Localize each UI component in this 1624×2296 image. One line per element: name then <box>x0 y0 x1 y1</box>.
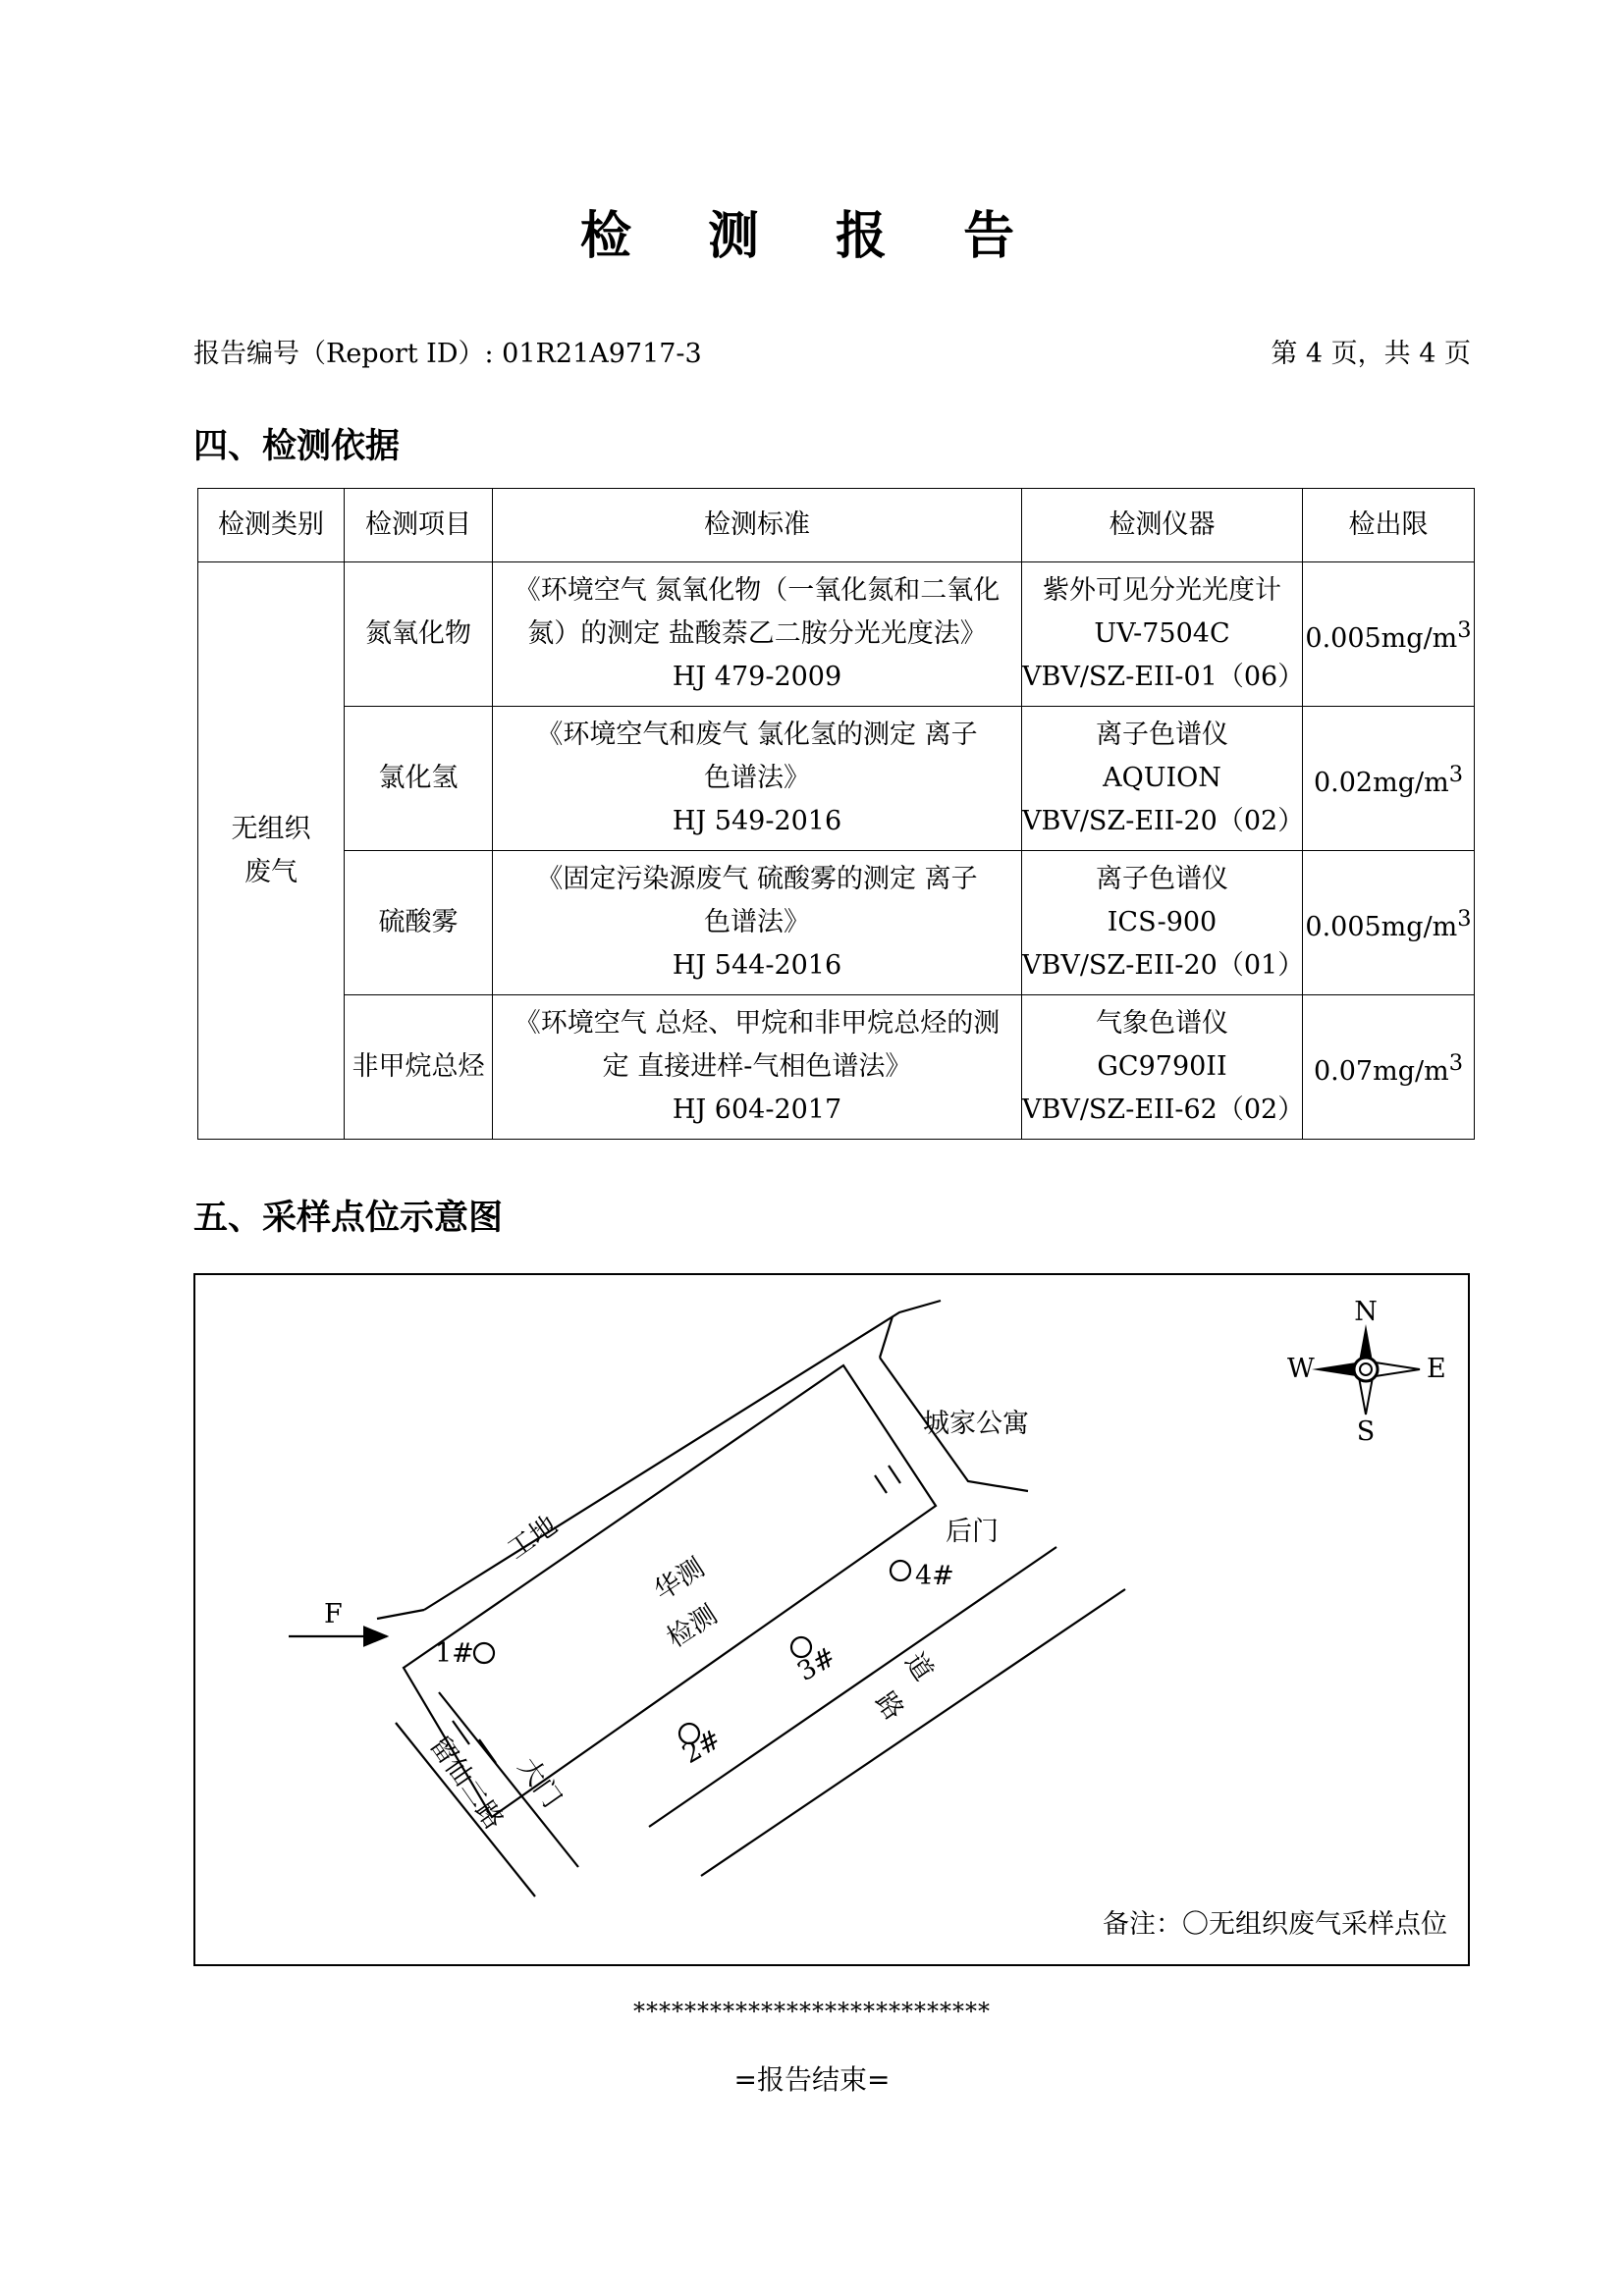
compass-icon <box>1287 1297 1446 1447</box>
page-number: 第 4 页，共 4 页 <box>1271 339 1471 369</box>
limit-cell <box>1303 851 1475 995</box>
standard-cell <box>493 707 1022 851</box>
compass-n: N <box>1354 1297 1378 1327</box>
separator-stars: **************************** <box>633 1998 991 2025</box>
standard-line: 色谱法》 <box>704 907 810 937</box>
table-row <box>198 995 1475 1140</box>
compass-w: W <box>1287 1354 1315 1384</box>
category-cell <box>198 562 345 1140</box>
standard-cell <box>493 851 1022 995</box>
item-cell: 非甲烷总烃 <box>345 995 493 1140</box>
instrument-line: UV-7504C <box>1094 618 1230 649</box>
site-label-line2: 检测 <box>661 1599 724 1654</box>
sampling-point-1 <box>474 1643 494 1663</box>
compass-e: E <box>1427 1354 1446 1384</box>
item-cell: 氮氧化物 <box>345 562 493 707</box>
column-header: 检测标准 <box>493 489 1022 562</box>
table-row <box>198 707 1475 851</box>
limit-value: 0.005mg/m <box>1305 622 1458 654</box>
instrument-line: VBV/SZ-EII-01（06） <box>1022 662 1305 692</box>
road-edge-left-outer <box>396 1723 535 1896</box>
standard-cell <box>493 562 1022 707</box>
instrument-line: VBV/SZ-EII-20（01） <box>1022 950 1305 981</box>
apartment-label: 城家公寓 <box>923 1409 1029 1439</box>
basis-table <box>197 488 1475 1140</box>
limit-unit-exponent: 3 <box>1457 616 1472 643</box>
standard-line: 定 直接进样-气相色谱法》 <box>602 1051 912 1082</box>
standard-line: 色谱法》 <box>704 763 810 793</box>
section-heading-basis: 四、检测依据 <box>193 427 401 466</box>
instrument-cell <box>1022 707 1303 851</box>
column-header: 检出限 <box>1303 489 1475 562</box>
standard-line: 氮）的测定 盐酸萘乙二胺分光光度法》 <box>527 618 987 649</box>
back-gate-mark <box>875 1475 887 1493</box>
construction-site-label: 工地 <box>502 1510 564 1566</box>
site-label-line1: 华测 <box>648 1552 711 1607</box>
instrument-line: VBV/SZ-EII-20（02） <box>1022 806 1305 836</box>
back-gate-mark-2 <box>889 1466 900 1483</box>
instrument-cell <box>1022 995 1303 1140</box>
road-label-2: 路 <box>869 1686 910 1727</box>
column-header: 检测类别 <box>198 489 345 562</box>
sampling-point-4 <box>891 1561 910 1580</box>
item-cell: 氯化氢 <box>345 707 493 851</box>
limit-unit-exponent: 3 <box>1457 905 1472 932</box>
section-heading-map: 五、采样点位示意图 <box>193 1199 504 1238</box>
instrument-line: 气象色谱仪 <box>1096 1008 1228 1039</box>
limit-unit-exponent: 3 <box>1448 1049 1464 1076</box>
standard-line: 《固定污染源废气 硫酸雾的测定 离子 <box>536 864 978 894</box>
standard-line: 《环境空气和废气 氯化氢的测定 离子 <box>536 720 978 750</box>
instrument-line: GC9790II <box>1097 1051 1227 1082</box>
standard-line: 《环境空气 氮氧化物（一氧化氮和二氧化 <box>514 575 1001 606</box>
item-cell: 硫酸雾 <box>345 851 493 995</box>
sampling-site-map <box>193 1273 1470 1966</box>
document-title: 检 测 报 告 <box>579 206 1045 266</box>
table-header-row <box>198 489 1475 562</box>
limit-value: 0.005mg/m <box>1305 911 1458 942</box>
road-edge-inner <box>649 1547 1056 1827</box>
standard-line: 《环境空气 总烃、甲烷和非甲烷总烃的测 <box>514 1008 1001 1039</box>
standard-line: HJ 549-2016 <box>672 806 842 836</box>
point-label-2: 2# <box>677 1724 727 1771</box>
table-row <box>198 562 1475 707</box>
instrument-cell <box>1022 562 1303 707</box>
road-label-1: 道 <box>898 1647 940 1687</box>
road-edge-construction-corner <box>377 1610 424 1619</box>
road-label-left: 留仙二路 <box>423 1731 510 1836</box>
instrument-line: ICS-900 <box>1107 907 1218 937</box>
instrument-line: 紫外可见分光光度计 <box>1043 575 1281 606</box>
column-header: 检测项目 <box>345 489 493 562</box>
limit-cell <box>1303 707 1475 851</box>
back-gate-label: 后门 <box>946 1517 999 1547</box>
point-label-1: 1# <box>435 1638 474 1669</box>
point-label-3: 3# <box>792 1641 841 1688</box>
standard-cell <box>493 995 1022 1140</box>
site-diagram <box>195 1275 1468 1964</box>
instrument-cell <box>1022 851 1303 995</box>
limit-unit-exponent: 3 <box>1448 761 1464 787</box>
standard-line: HJ 604-2017 <box>672 1095 842 1125</box>
front-gate-label: 大门 <box>512 1752 568 1814</box>
limit-cell <box>1303 562 1475 707</box>
limit-value: 0.07mg/m <box>1313 1055 1449 1087</box>
instrument-line: AQUION <box>1103 763 1221 793</box>
instrument-line: 离子色谱仪 <box>1096 864 1228 894</box>
category-line: 废气 <box>244 856 298 887</box>
point-label-4: 4# <box>915 1561 954 1591</box>
road-edge-outer <box>701 1589 1125 1876</box>
table-row <box>198 851 1475 995</box>
wind-label: F <box>324 1599 343 1629</box>
instrument-line: 离子色谱仪 <box>1096 720 1228 750</box>
report-end: =报告结束= <box>733 2063 891 2096</box>
category-line: 无组织 <box>231 813 311 844</box>
compass-s: S <box>1356 1416 1376 1447</box>
report-id: 报告编号（Report ID）: 01R21A9717-3 <box>193 339 702 369</box>
limit-value: 0.02mg/m <box>1313 767 1449 798</box>
standard-line: HJ 479-2009 <box>672 662 842 692</box>
limit-cell <box>1303 995 1475 1140</box>
column-header: 检测仪器 <box>1022 489 1303 562</box>
front-gate-mark-2 <box>479 1739 496 1763</box>
instrument-line: VBV/SZ-EII-62（02） <box>1022 1095 1305 1125</box>
standard-line: HJ 544-2016 <box>672 950 842 981</box>
map-note: 备注：〇无组织废气采样点位 <box>1103 1909 1447 1940</box>
